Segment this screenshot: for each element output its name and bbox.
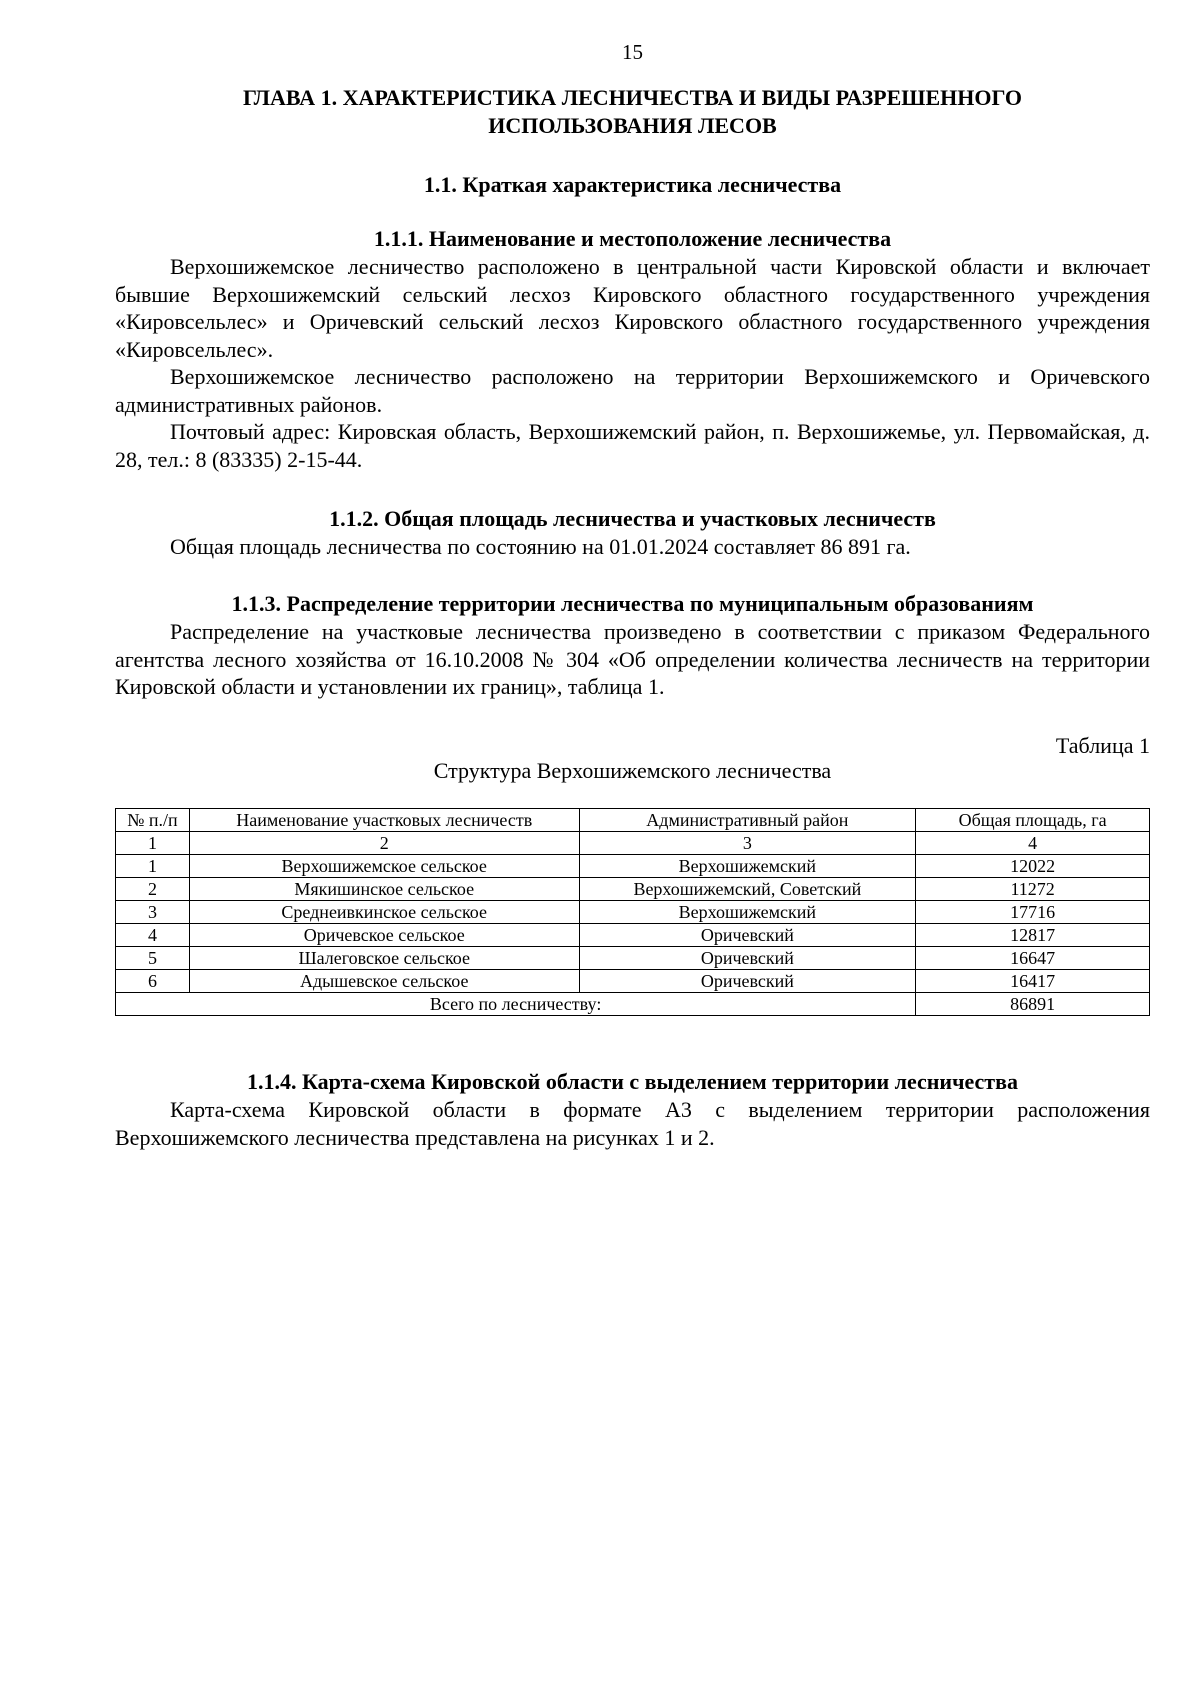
table-cell: 17716	[916, 901, 1150, 924]
table-cell: Адышевское сельское	[189, 970, 579, 993]
paragraph: Распределение на участковые лесничества произведено в соответствии с приказом Федерального агентства лесного хозяйства от 16.10.2008 № 304 «Об определении количества лесничеств на территории Кировской области и установлении их границ», таблица 1.	[115, 619, 1150, 699]
table-cell: Оричевский	[579, 970, 916, 993]
table-row	[116, 970, 1150, 993]
table-cell: 3	[579, 832, 916, 855]
table-label: Таблица 1	[1055, 733, 1150, 758]
table-row	[116, 947, 1150, 970]
table-cell: Верхошижемский	[579, 901, 916, 924]
paragraph: Верхошижемское лесничество расположено на территории Верхошижемского и Оричевского административных районов.	[115, 364, 1150, 417]
table-cell: 12022	[916, 855, 1150, 878]
table-cell: 4	[916, 832, 1150, 855]
table-row	[116, 878, 1150, 901]
section-1-1	[115, 171, 1150, 199]
table-cell: Оричевский	[579, 947, 916, 970]
section-1-1-1-title: 1.1.1. Наименование и местоположение лесничества	[373, 226, 892, 251]
table-cell: 4	[116, 924, 190, 947]
table-total-value: 86891	[916, 993, 1150, 1016]
table-header-cell: № п./п	[116, 809, 190, 832]
section-1-1-3-title: 1.1.3. Распределение территории лесничества по муниципальным образованиям	[231, 591, 1034, 616]
table-cell: 1	[116, 832, 190, 855]
section-1-1-3	[115, 590, 1150, 701]
table-cell: Верхошижемский, Советский	[579, 878, 916, 901]
table-header-row	[116, 809, 1150, 832]
table-cell: 1	[116, 855, 190, 878]
table-cell: Верхошижемское сельское	[189, 855, 579, 878]
chapter-title	[115, 84, 1150, 140]
section-1-1-title: 1.1. Краткая характеристика лесничества	[423, 172, 842, 197]
table-cell: 6	[116, 970, 190, 993]
table-cell: 2	[116, 878, 190, 901]
section-1-1-2	[115, 505, 1150, 561]
table-row	[116, 924, 1150, 947]
table-cell: Оричевское сельское	[189, 924, 579, 947]
page-number: 15	[622, 40, 643, 64]
table-caption: Структура Верхошижемского лесничества	[433, 758, 832, 783]
paragraph: Общая площадь лесничества по состоянию на 01.01.2024 составляет 86 891 га.	[170, 534, 911, 559]
section-1-1-2-title: 1.1.2. Общая площадь лесничества и участковых лесничеств	[329, 506, 936, 531]
forestry-structure-table	[115, 808, 1150, 1016]
table-total-label: Всего по лесничеству:	[116, 993, 916, 1016]
table-cell: Верхошижемский	[579, 855, 916, 878]
table-cell: 16647	[916, 947, 1150, 970]
paragraph: Верхошижемское лесничество расположено в центральной части Кировской области и включает бывшие Верхошижемский сельский лесхоз Кировского областного государственного учреждения «Кировсельлес» и Оричевский сельский лесхоз Кировского областного государственного учреждения «Кировсельлес».	[115, 254, 1150, 362]
table-row	[116, 855, 1150, 878]
table-cell: Среднеивкинское сельское	[189, 901, 579, 924]
table-header-cell: Административный район	[579, 809, 916, 832]
table-cell: 16417	[916, 970, 1150, 993]
paragraph: Почтовый адрес: Кировская область, Верхошижемский район, п. Верхошижемье, ул. Первомайская, д. 28, тел.: 8 (83335) 2-15-44.	[115, 419, 1150, 472]
table-cell: Оричевский	[579, 924, 916, 947]
table-row	[116, 901, 1150, 924]
chapter-title-line-1: ГЛАВА 1. ХАРАКТЕРИСТИКА ЛЕСНИЧЕСТВА И ВИДЫ РАЗРЕШЕННОГО	[242, 85, 1023, 110]
table-cell: 5	[116, 947, 190, 970]
table-header-cell: Наименование участковых лесничеств	[189, 809, 579, 832]
table-cell: 12817	[916, 924, 1150, 947]
section-1-1-1	[115, 225, 1150, 473]
table-column-numbers-row	[116, 832, 1150, 855]
table-cell: 2	[189, 832, 579, 855]
table-cell: Мякишинское сельское	[189, 878, 579, 901]
table-cell: 3	[116, 901, 190, 924]
paragraph: Карта-схема Кировской области в формате А3 с выделением территории расположения Верхошижемского лесничества представлена на рисунках 1 и 2.	[115, 1097, 1150, 1150]
chapter-title-line-2: ИСПОЛЬЗОВАНИЯ ЛЕСОВ	[488, 113, 777, 138]
section-1-1-4-title: 1.1.4. Карта-схема Кировской области с выделением территории лесничества	[247, 1069, 1018, 1094]
table-cell: 11272	[916, 878, 1150, 901]
table-cell: Шалеговское сельское	[189, 947, 579, 970]
table-header-cell: Общая площадь, га	[916, 809, 1150, 832]
table-total-row	[116, 993, 1150, 1016]
section-1-1-4	[115, 1068, 1150, 1151]
